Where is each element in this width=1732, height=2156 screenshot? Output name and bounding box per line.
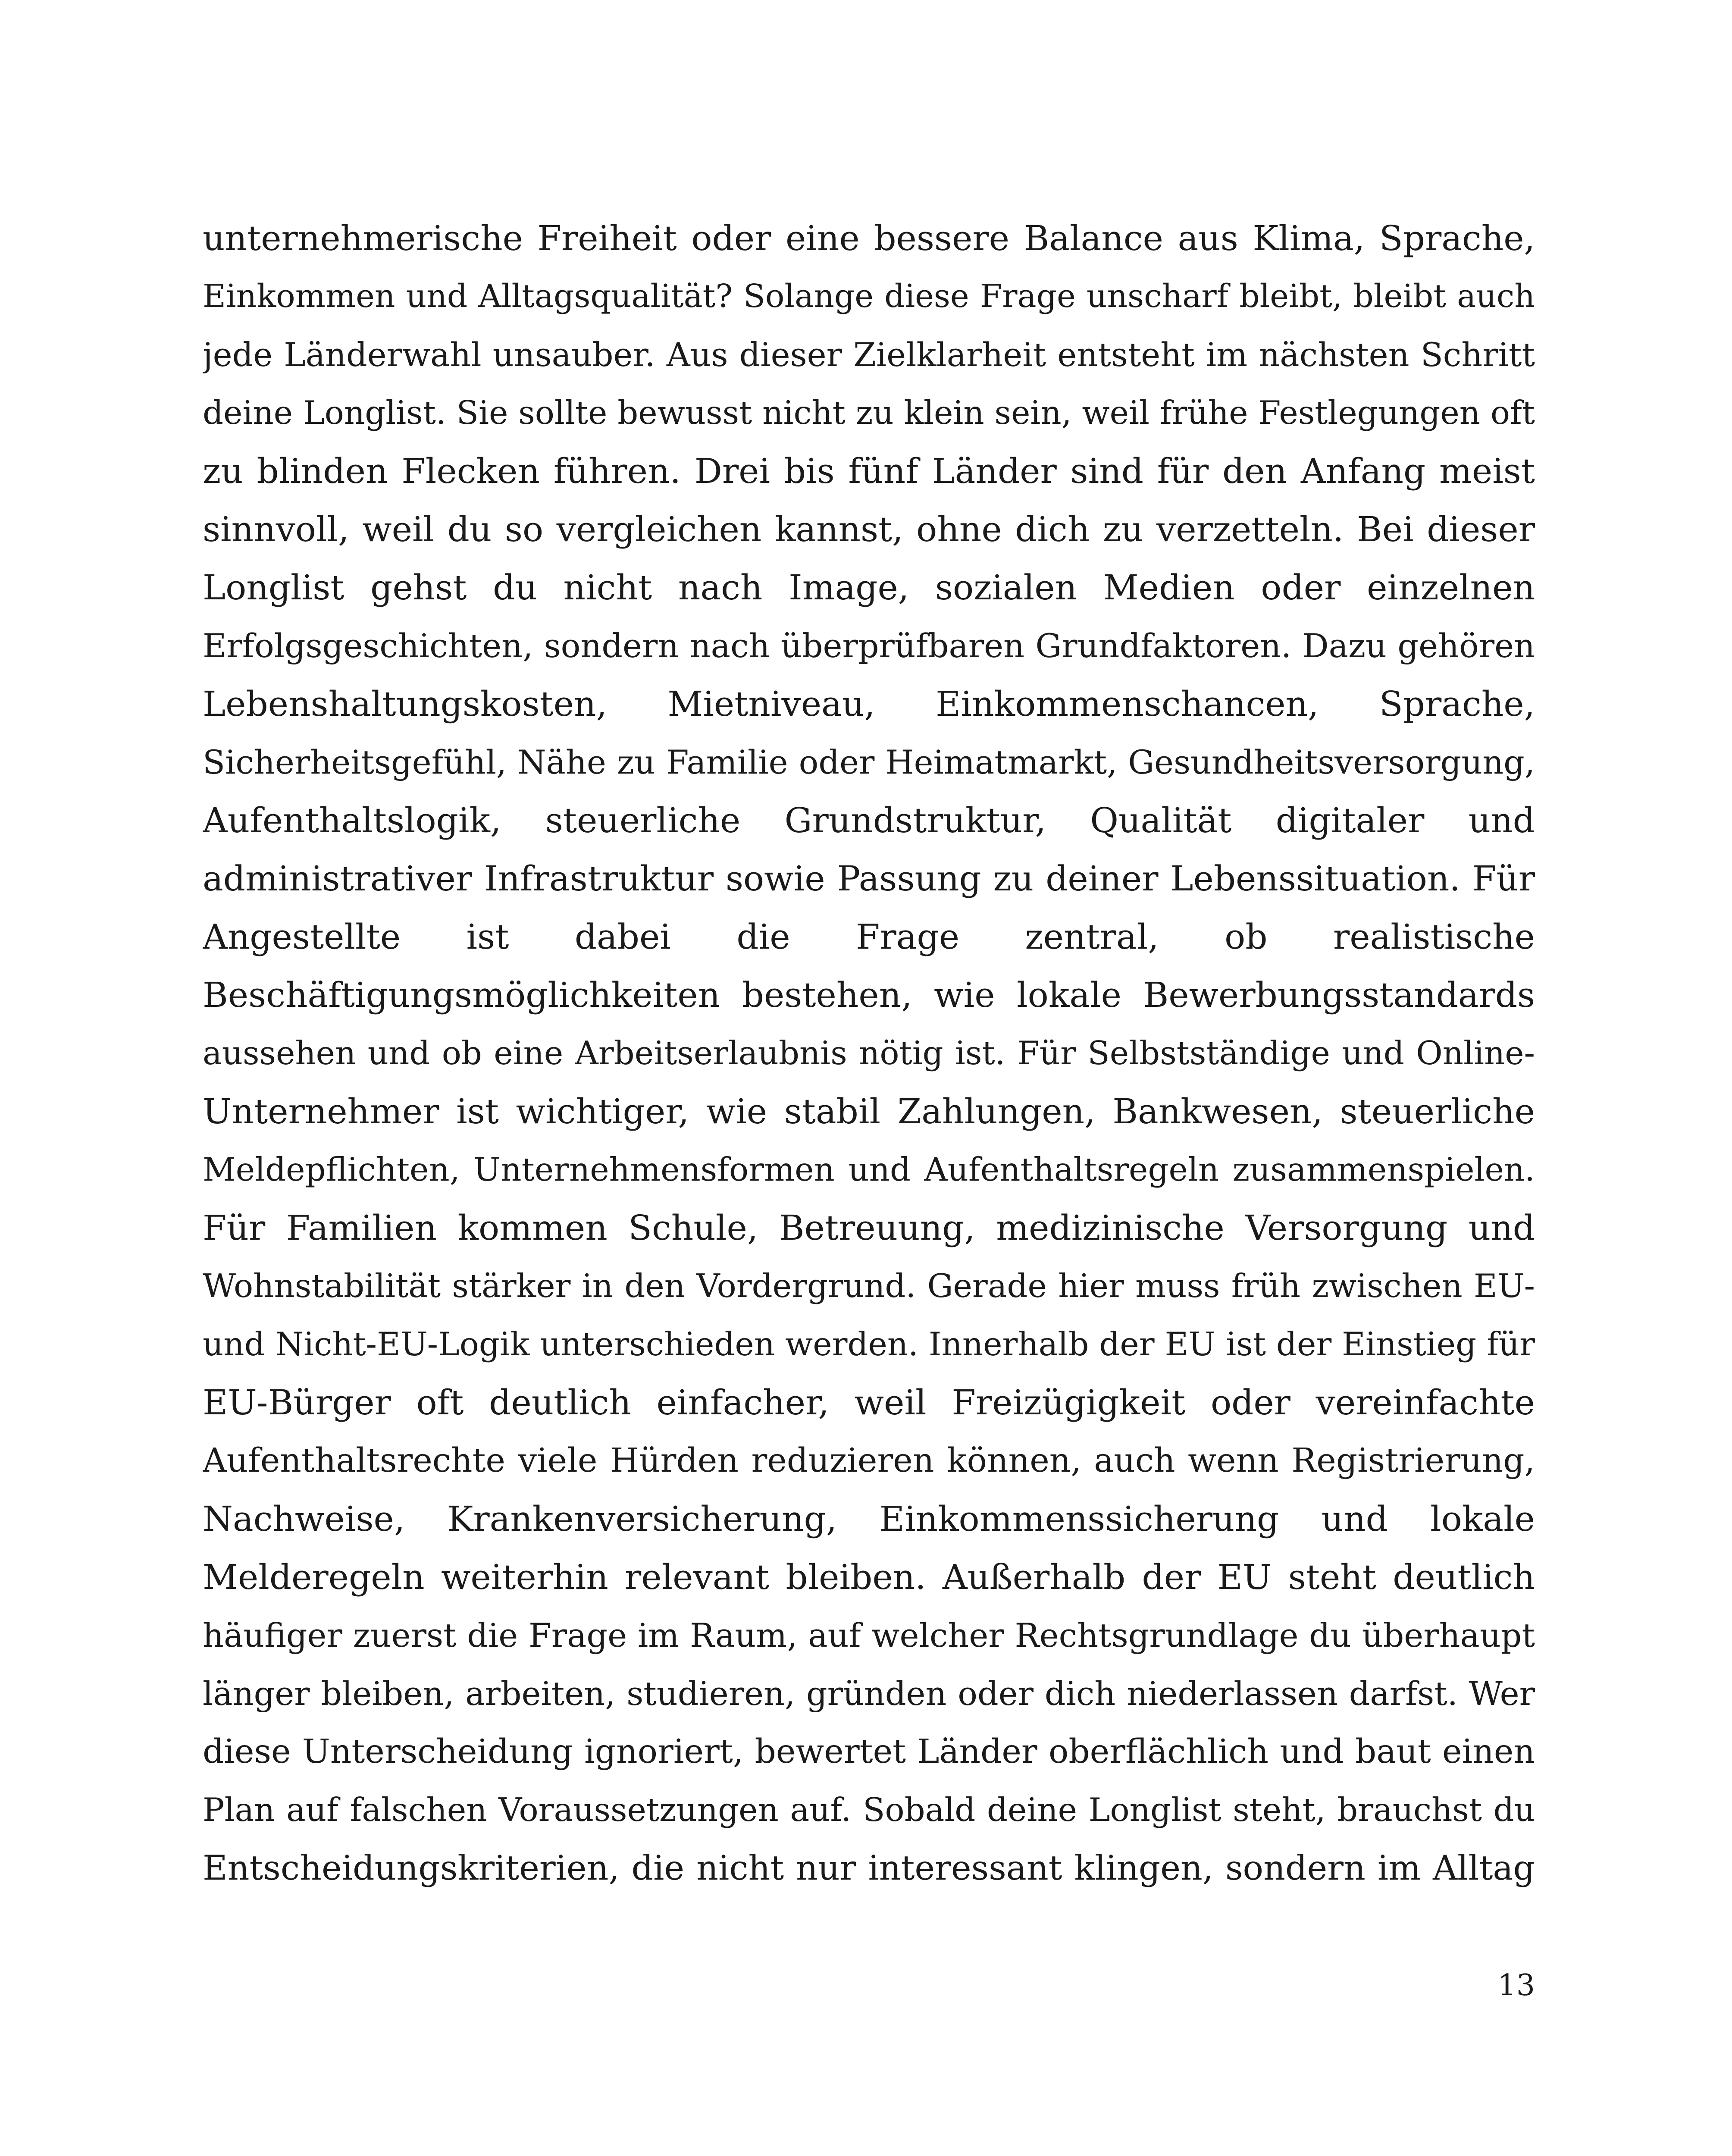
text-line: Melderegeln weiterhin relevant bleiben. Außerhalb der EU steht deutlich [203, 1557, 1535, 1597]
text-line: Meldepflichten, Unternehmensformen und Aufenthaltsregeln zusammenspielen. [203, 1150, 1535, 1188]
text-line: länger bleiben, arbeiten, studieren, gründen oder dich niederlassen darfst. Wer [203, 1674, 1535, 1713]
text-line: jede Länderwahl unsauber. Aus dieser Zielklarheit entsteht im nächsten Schritt [203, 335, 1535, 374]
text-line: aussehen und ob eine Arbeitserlaubnis nötig ist. Für Selbstständige und Online- [203, 1034, 1535, 1072]
text-line: häufiger zuerst die Frage im Raum, auf welcher Rechtsgrundlage du überhaupt [203, 1616, 1535, 1655]
text-line: deine Longlist. Sie sollte bewusst nicht zu klein sein, weil frühe Festlegungen oft [203, 394, 1535, 432]
text-line: Einkommen und Alltagsqualität? Solange diese Frage unscharf bleibt, bleibt auch [203, 278, 1535, 315]
text-line: Wohnstabilität stärker in den Vordergrund. Gerade hier muss früh zwischen EU- [203, 1267, 1535, 1305]
text-line: Unternehmer ist wichtiger, wie stabil Zahlungen, Bankwesen, steuerliche [203, 1091, 1535, 1131]
text-line: Aufenthaltsrechte viele Hürden reduzieren können, auch wenn Registrierung, [203, 1442, 1535, 1480]
text-line: Nachweise, Krankenversicherung, Einkommenssicherung und lokale [203, 1499, 1535, 1539]
text-line: Longlist gehst du nicht nach Image, sozialen Medien oder einzelnen [203, 567, 1535, 608]
text-line: Entscheidungskriterien, die nicht nur interessant klingen, sondern im Alltag [203, 1848, 1535, 1888]
text-line: Angestellte ist dabei die Frage zentral, ob realistische [203, 917, 1535, 957]
text-line: Plan auf falschen Voraussetzungen auf. Sobald deine Longlist steht, brauchst du [203, 1791, 1535, 1829]
text-line: Erfolgsgeschichten, sondern nach überprüfbaren Grundfaktoren. Dazu gehören [203, 627, 1535, 665]
text-line: und Nicht-EU-Logik unterschieden werden. Innerhalb der EU ist der Einstieg für [203, 1325, 1535, 1363]
text-line: administrativer Infrastruktur sowie Passung zu deiner Lebenssituation. Für [203, 859, 1535, 899]
text-line: Lebenshaltungskosten, Mietniveau, Einkommenschancen, Sprache, [203, 684, 1535, 724]
text-line: diese Unterscheidung ignoriert, bewertet Länder oberflächlich und baut einen [203, 1733, 1535, 1771]
text-line: sinnvoll, weil du so vergleichen kannst, ohne dich zu verzetteln. Bei dieser [203, 509, 1535, 549]
text-line: Für Familien kommen Schule, Betreuung, medizinische Versorgung und [203, 1208, 1535, 1248]
text-line: Aufenthaltslogik, steuerliche Grundstruktur, Qualität digitaler und [203, 800, 1535, 840]
text-line: EU-Bürger oft deutlich einfacher, weil Freizügigkeit oder vereinfachte [203, 1382, 1535, 1423]
page-number: 13 [1497, 1968, 1535, 2002]
text-line: zu blinden Flecken führen. Drei bis fünf Länder sind für den Anfang meist [203, 451, 1535, 491]
text-line: unternehmerische Freiheit oder eine bessere Balance aus Klima, Sprache, [203, 218, 1535, 258]
text-line: Beschäftigungsmöglichkeiten bestehen, wie lokale Bewerbungsstandards [203, 975, 1535, 1015]
body-text [203, 209, 1535, 1897]
text-line: Sicherheitsgefühl, Nähe zu Familie oder Heimatmarkt, Gesundheitsversorgung, [203, 743, 1535, 781]
